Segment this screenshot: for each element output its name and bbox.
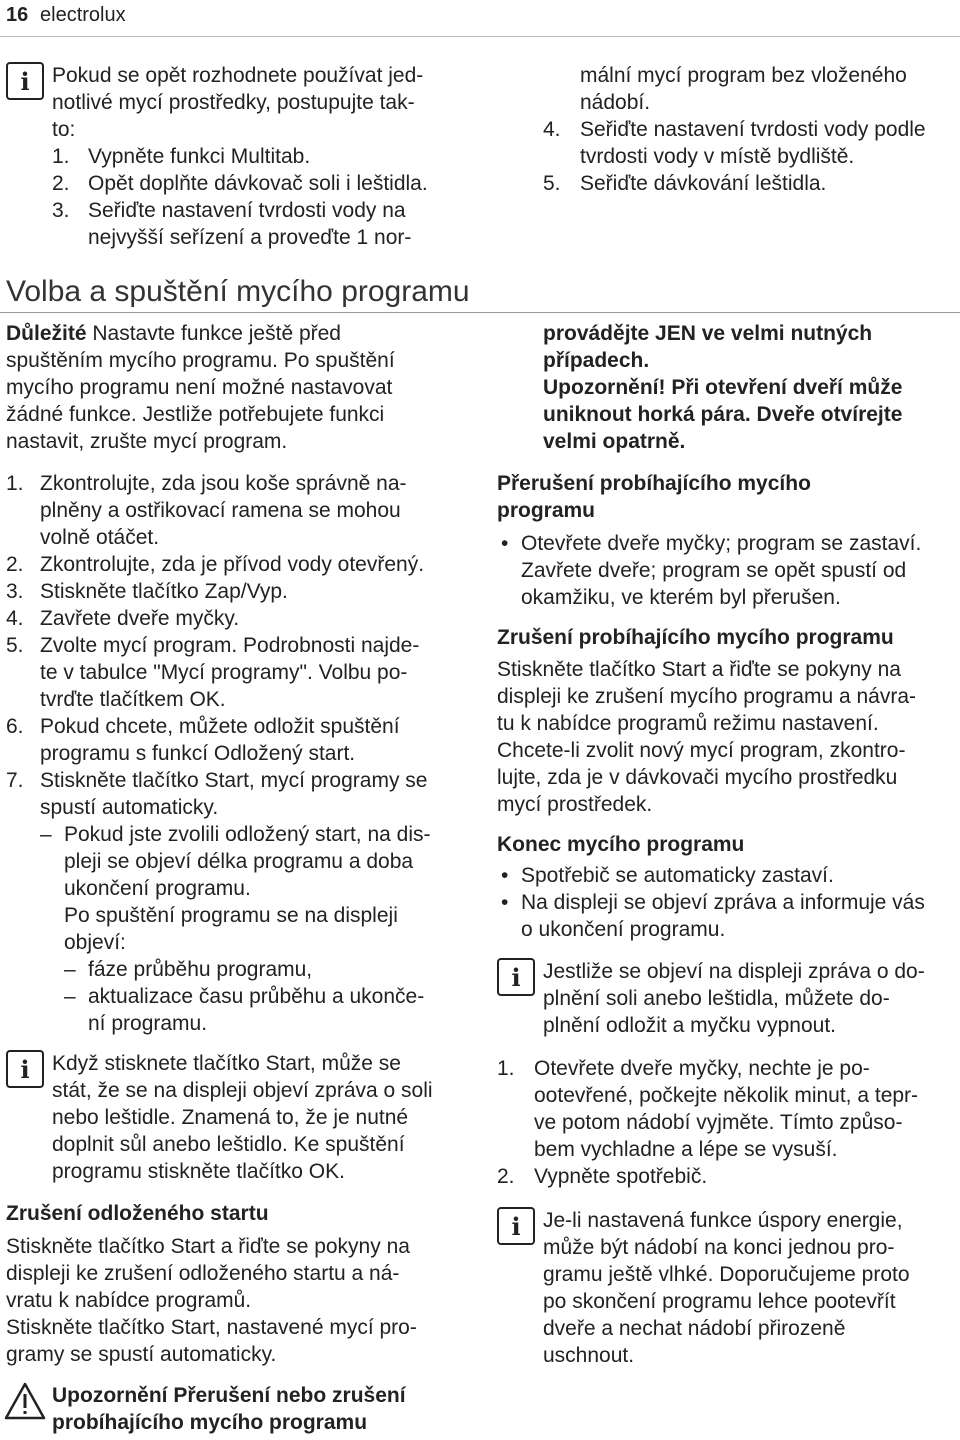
list-number: 2. xyxy=(52,172,70,195)
list-item: Vypněte spotřebič. xyxy=(534,1165,708,1188)
list-item: Seřiďte nastavení tvrdosti vody na nejvyšší seřízení a proveďte 1 nor- xyxy=(88,199,412,249)
note-energy-saving: Je-li nastavená funkce úspory energie, může být nádobí na konci jednou pro- gramu ještě vlhké. Doporučujeme proto po skončení programu lehce pootevřít dveře a nechat nádobí přirozeně uschnout. xyxy=(543,1209,910,1367)
list-item: Stiskněte tlačítko Zap/Vyp. xyxy=(40,580,288,603)
list-item: Stiskněte tlačítko Start, mycí programy se spustí automaticky. xyxy=(40,769,428,819)
list-number: 1. xyxy=(52,145,70,168)
dash-mark: – xyxy=(64,958,76,981)
warning-icon xyxy=(4,1382,46,1420)
bullet-mark: • xyxy=(501,864,509,887)
list-item: Seřiďte dávkování leštidla. xyxy=(580,172,827,195)
list-item: Vypněte funkci Multitab. xyxy=(88,145,311,168)
important-paragraph xyxy=(6,320,395,455)
note-intro: Pokud se opět rozhodnete používat jed- notlivé mycí prostředky, postupujte tak- to: xyxy=(52,64,424,141)
list-number: 6. xyxy=(6,715,24,738)
dash-mark: – xyxy=(40,823,52,846)
interrupt-title: Přerušení probíhajícího mycího programu xyxy=(497,472,811,522)
continued-text: mální mycí program bez vloženého nádobí. xyxy=(580,64,907,114)
list-number: 5. xyxy=(543,172,561,195)
info-icon: i xyxy=(6,62,44,100)
list-number: 3. xyxy=(52,199,70,222)
cancel-delay-title: Zrušení odloženého startu xyxy=(6,1202,269,1225)
list-item: Zkontrolujte, zda jsou koše správně na- plněny a ostřikovací ramena se mohou volně otáčet. xyxy=(40,472,407,549)
dash-mark: – xyxy=(64,985,76,1008)
list-item: Opět doplňte dávkovač soli i leštidla. xyxy=(88,172,428,195)
list-number: 4. xyxy=(543,118,561,141)
list-item: Pokud chcete, můžete odložit spuštění programu s funkcí Odložený start. xyxy=(40,715,400,765)
warning-continued: provádějte JEN ve velmi nutných případech. Upozornění! Při otevření dveří může uniknout horká pára. Dveře otvírejte velmi opatrně. xyxy=(543,322,903,453)
list-item: Zavřete dveře myčky. xyxy=(40,607,240,630)
list-item: Zkontrolujte, zda je přívod vody otevřený. xyxy=(40,553,425,576)
list-number: 1. xyxy=(6,472,24,495)
list-item: Spotřebič se automaticky zastaví. xyxy=(521,864,834,887)
cancel-program-title: Zrušení probíhajícího mycího programu xyxy=(497,626,894,649)
warning-title: Upozornění Přerušení nebo zrušení probíhajícího mycího programu xyxy=(52,1384,406,1434)
bullet-mark: • xyxy=(501,891,509,914)
end-program-title: Konec mycího programu xyxy=(497,833,745,856)
list-item: Otevřete dveře myčky, nechte je po- ootevřené, počkejte několik minut, a tepr- ve potom nádobí vyjměte. Tímto způso- bem vychladne a lépe se vysuší. xyxy=(534,1057,919,1161)
list-item: Na displeji se objeví zpráva a informuje vás o ukončení programu. xyxy=(521,891,925,941)
list-item: Otevřete dveře myčky; program se zastaví. Zavřete dveře; program se opět spustí od okamžiku, ve kterém byl přerušen. xyxy=(521,532,922,609)
important-label: Důležité xyxy=(6,322,87,345)
list-number: 2. xyxy=(6,553,24,576)
list-item: Seřiďte nastavení tvrdosti vody podle tvrdosti vody v místě bydliště. xyxy=(580,118,926,168)
list-number: 3. xyxy=(6,580,24,603)
cancel-program-text: Stiskněte tlačítko Start a řiďte se pokyny na displeji ke zrušení mycího programu a návra- tu k nabídce programů režimu nastavení. Chcete-li zvolit nový mycí program, zkontro- lujte, zda je v dávkovači mycího prostředku mycí prostředek. xyxy=(497,658,917,816)
list-number: 7. xyxy=(6,769,24,792)
list-number: 2. xyxy=(497,1165,515,1188)
info-icon: i xyxy=(497,1207,535,1245)
note-start-message: Když stisknete tlačítko Start, může se stát, že se na displeji objeví zpráva o soli nebo leštidle. Znamená to, že je nutné doplnit sůl anebo leštidlo. Ke spuštění programu stiskněte tlačítko OK. xyxy=(52,1052,433,1183)
info-icon: i xyxy=(6,1050,44,1088)
list-item: aktualizace času průběhu a ukonče- ní programu. xyxy=(88,985,425,1035)
note-end-message: Jestliže se objeví na displeji zpráva o do- plnění soli anebo leštidla, můžete do- plnění odložit a myčku vypnout. xyxy=(543,960,925,1037)
cancel-delay-text: Stiskněte tlačítko Start a řiďte se pokyny na displeji ke zrušení odloženého startu a ná- vratu k nabídce programů. Stiskněte tlačítko Start, nastavené mycí pro- gramy se spustí automaticky. xyxy=(6,1235,417,1366)
list-item: fáze průběhu programu, xyxy=(88,958,313,981)
header-rule xyxy=(0,36,960,37)
page-number: 16 xyxy=(6,4,29,26)
section-title: Volba a spuštění mycího programu xyxy=(6,275,470,308)
list-item: Zvolte mycí program. Podrobnosti najde- te v tabulce "Mycí programy". Volbu po- tvrďte tlačítkem OK. xyxy=(40,634,420,711)
brand-name: electrolux xyxy=(40,4,126,26)
important-text: Nastavte funkce ještě před spuštěním mycího programu. Po spuštění mycího programu není možné nastavovat žádné funkce. Jestliže potřebujete funkci nastavit, zrušte mycí program. xyxy=(6,322,395,453)
list-item: Pokud jste zvolili odložený start, na dis- pleji se objeví délka programu a doba ukončení programu. Po spuštění programu se na displeji objeví: xyxy=(64,823,431,954)
info-icon: i xyxy=(497,958,535,996)
section-rule xyxy=(0,312,960,313)
list-number: 1. xyxy=(497,1057,515,1080)
bullet-mark: • xyxy=(501,532,509,555)
list-number: 4. xyxy=(6,607,24,630)
list-number: 5. xyxy=(6,634,24,657)
